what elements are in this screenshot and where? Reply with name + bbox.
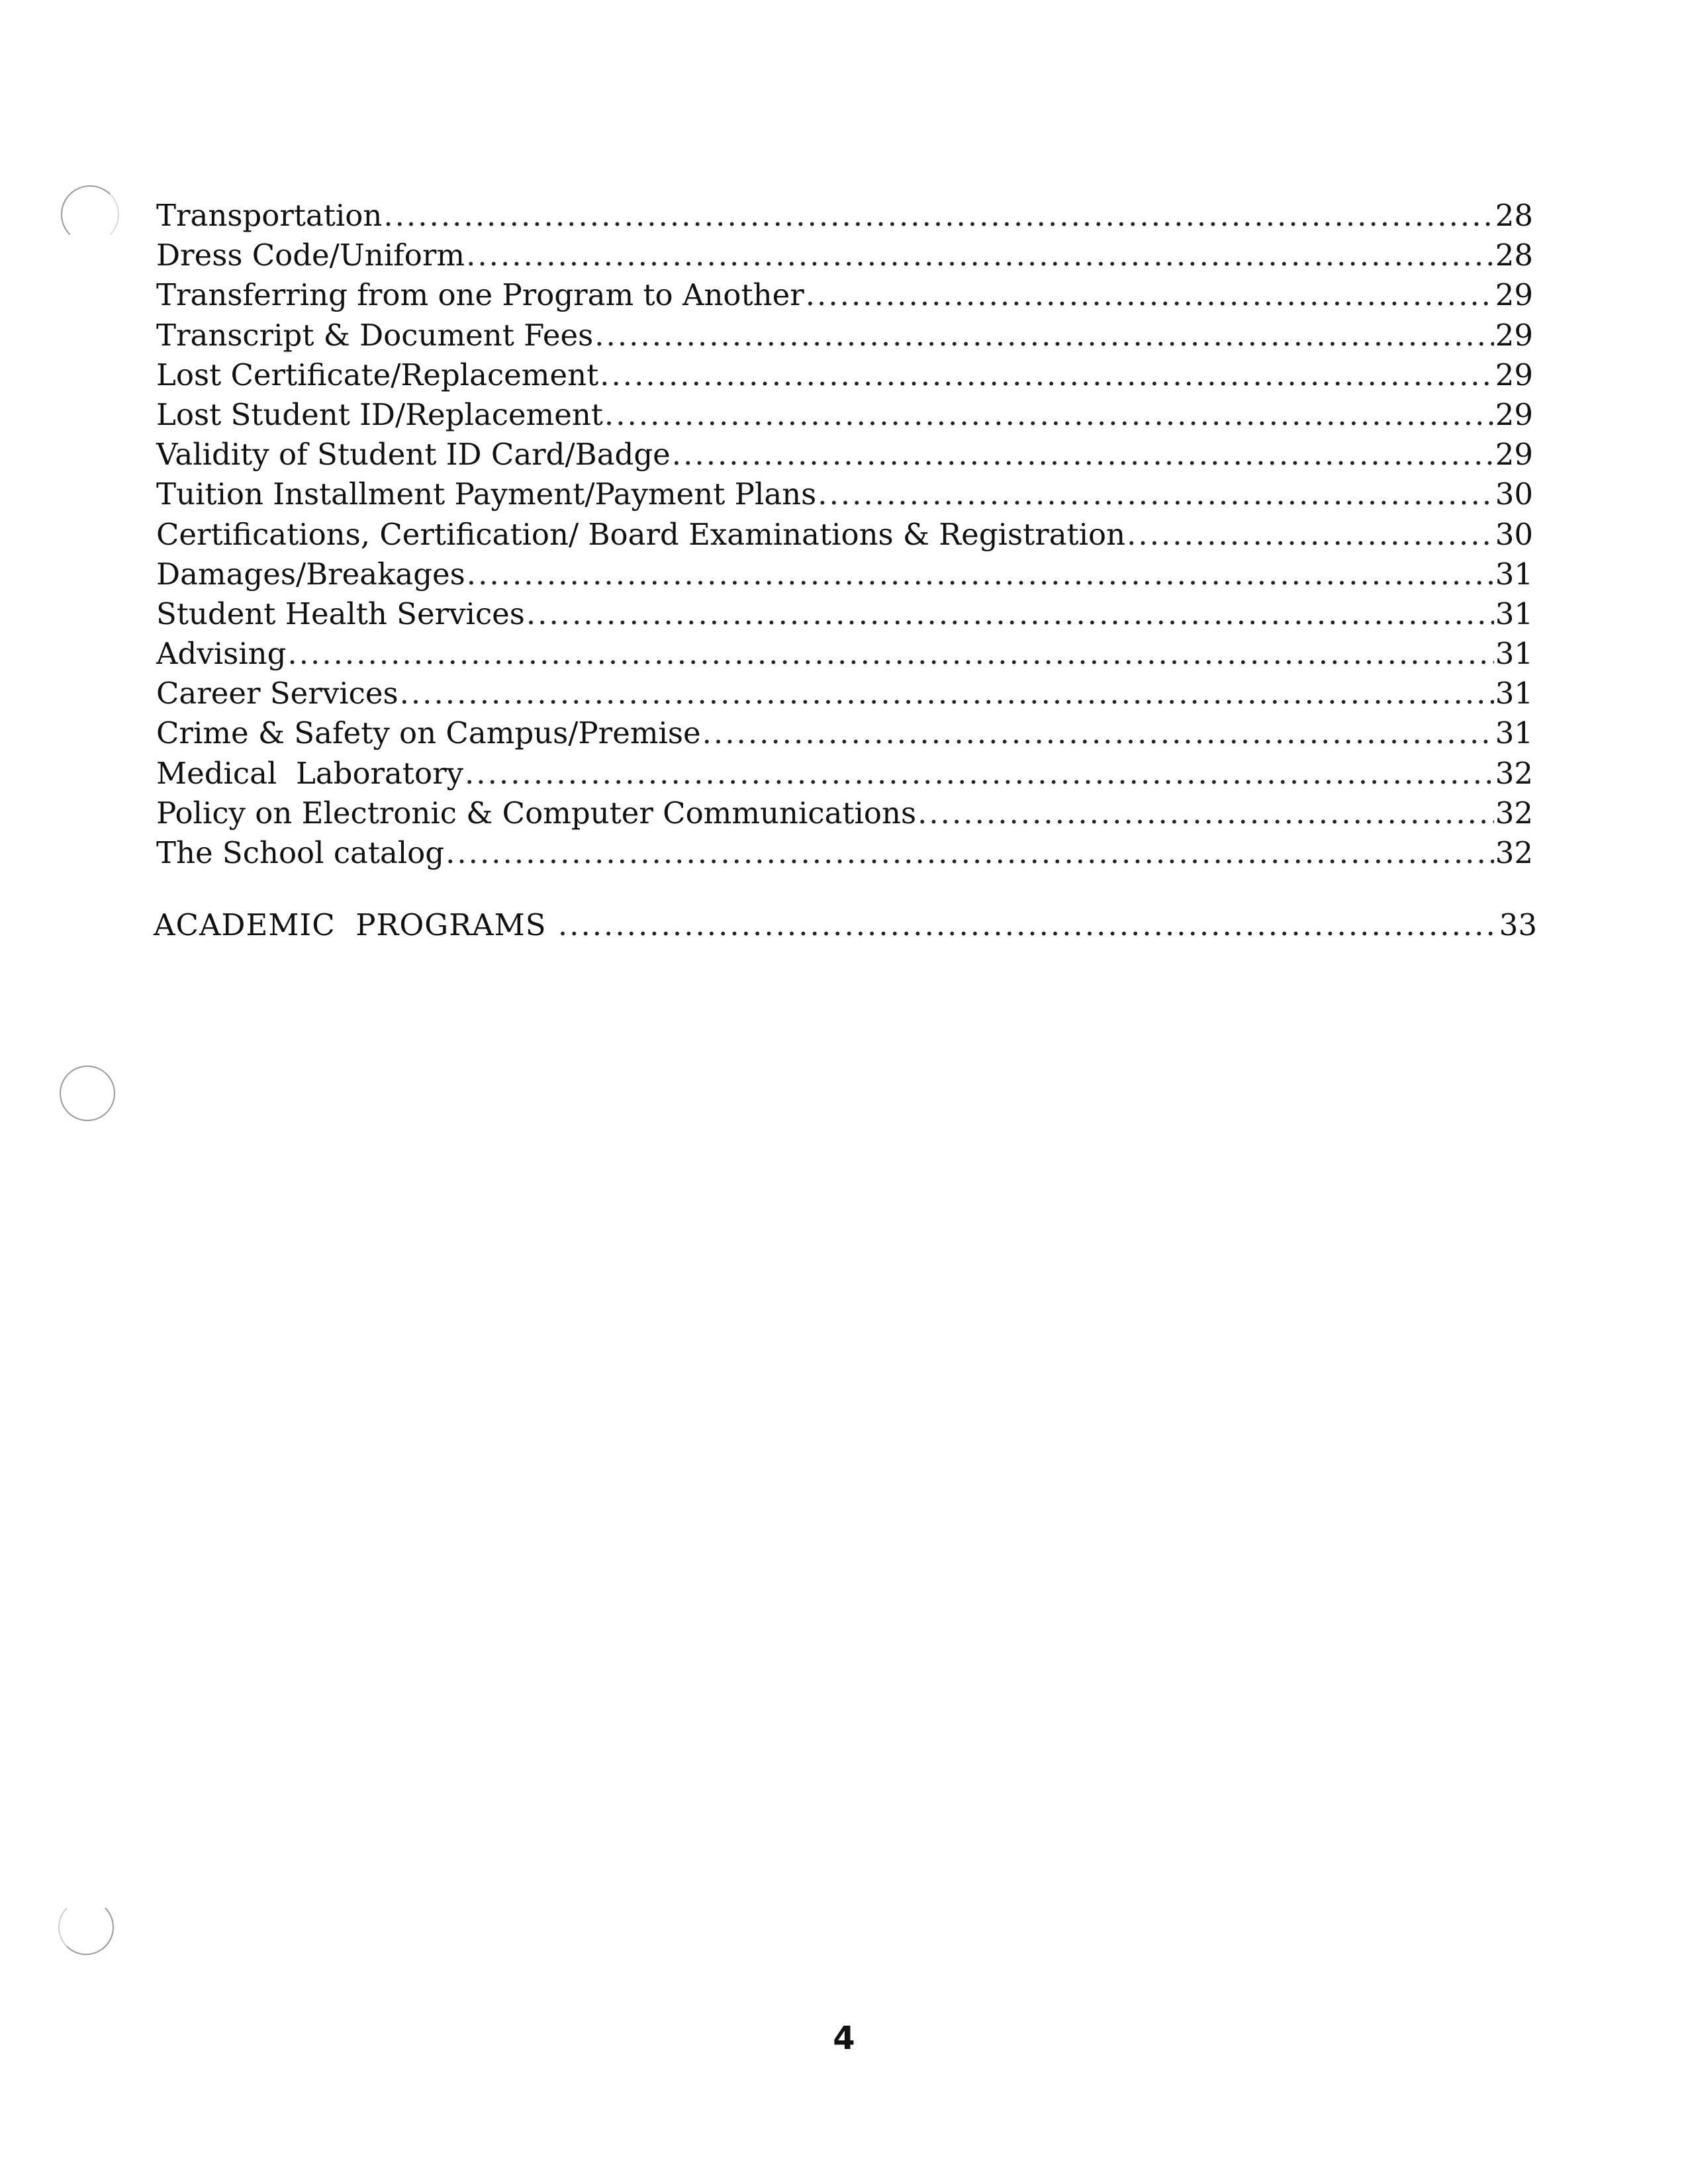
toc-entry-label: Validity of Student ID Card/Badge <box>156 437 671 473</box>
dot-leader <box>806 275 1494 315</box>
toc-entry-page: 29 <box>1495 396 1533 432</box>
toc-entry <box>156 674 1533 713</box>
page-number: 4 <box>833 2020 855 2057</box>
toc-entry <box>156 794 1533 833</box>
toc-entry <box>156 236 1533 275</box>
toc-entry-page: 31 <box>1495 715 1533 751</box>
dot-leader <box>558 905 1498 945</box>
toc-entry <box>156 754 1533 794</box>
binder-hole-bottom <box>58 1899 114 1955</box>
toc-entry-page: 29 <box>1495 277 1533 313</box>
toc-entry-label: Tuition Installment Payment/Payment Plans <box>156 477 817 512</box>
toc-entry-page: 32 <box>1495 835 1533 870</box>
toc-entry-page: 30 <box>1495 477 1533 512</box>
toc-entry <box>156 475 1533 514</box>
toc-entry-page: 32 <box>1495 755 1533 791</box>
toc-entry-page: 31 <box>1495 556 1533 592</box>
binder-hole-middle <box>60 1066 115 1121</box>
toc-entry <box>156 515 1533 555</box>
dot-leader <box>467 555 1494 594</box>
toc-section-label: ACADEMIC PROGRAMS <box>154 907 557 942</box>
dot-leader <box>465 754 1494 794</box>
toc-section-page: 33 <box>1499 907 1537 942</box>
toc-entry-page: 32 <box>1495 795 1533 831</box>
toc-entry-label: Transferring from one Program to Another <box>156 277 804 313</box>
dot-leader <box>600 355 1494 395</box>
toc-entry <box>156 594 1533 634</box>
toc-entry-page: 31 <box>1495 596 1533 631</box>
toc-entry-label: Transcript & Document Fees <box>156 317 594 353</box>
toc-entry-page: 29 <box>1495 437 1533 473</box>
binder-hole-top <box>61 185 119 244</box>
toc-entry-label: Certifications, Certification/ Board Examinations & Registration <box>156 516 1126 552</box>
toc-entry-label: Policy on Electronic & Computer Communications <box>156 795 917 831</box>
toc-entry-label: Dress Code/Uniform <box>156 238 465 273</box>
toc-entry <box>156 833 1533 873</box>
toc-entry-label: Damages/Breakages <box>156 556 465 592</box>
toc-entry-page: 29 <box>1495 357 1533 392</box>
toc-entry <box>156 634 1533 674</box>
toc-entry-label: Lost Certificate/Replacement <box>156 357 599 392</box>
toc-entry-label: Medical Laboratory <box>156 755 463 791</box>
dot-leader <box>466 236 1494 275</box>
toc-entry <box>156 316 1533 355</box>
toc-entry <box>156 713 1533 753</box>
toc-entry-page: 28 <box>1495 198 1533 233</box>
toc-entry-page: 29 <box>1495 317 1533 353</box>
dot-leader <box>818 475 1493 514</box>
dot-leader <box>445 833 1494 873</box>
toc-entry <box>156 196 1533 236</box>
dot-leader <box>400 674 1494 713</box>
toc-entry-label: Transportation <box>156 198 383 233</box>
dot-leader <box>1127 515 1494 555</box>
toc-entry-page: 30 <box>1495 516 1533 552</box>
toc-entry <box>156 435 1533 475</box>
dot-leader <box>917 794 1494 833</box>
toc-entry <box>156 355 1533 395</box>
dot-leader <box>383 196 1493 236</box>
toc-entry-label: Crime & Safety on Campus/Premise <box>156 715 701 751</box>
dot-leader <box>287 634 1493 674</box>
dot-leader <box>526 594 1494 634</box>
toc-section-entry <box>154 905 1537 945</box>
dot-leader <box>604 395 1494 435</box>
toc-entry-label: Student Health Services <box>156 596 525 631</box>
toc-entry-label: Advising <box>156 636 287 672</box>
toc-entry-page: 31 <box>1495 676 1533 711</box>
dot-leader <box>702 713 1494 753</box>
toc-entry-label: Career Services <box>156 676 399 711</box>
toc-entry-label: The School catalog <box>156 835 445 870</box>
dot-leader <box>594 316 1494 355</box>
toc-entry <box>156 395 1533 435</box>
table-of-contents <box>156 196 1533 873</box>
toc-entry <box>156 275 1533 315</box>
toc-entry-page: 28 <box>1495 238 1533 273</box>
toc-entry-page: 31 <box>1495 636 1533 672</box>
dot-leader <box>672 435 1494 475</box>
toc-entry-label: Lost Student ID/Replacement <box>156 396 603 432</box>
toc-entry <box>156 555 1533 594</box>
